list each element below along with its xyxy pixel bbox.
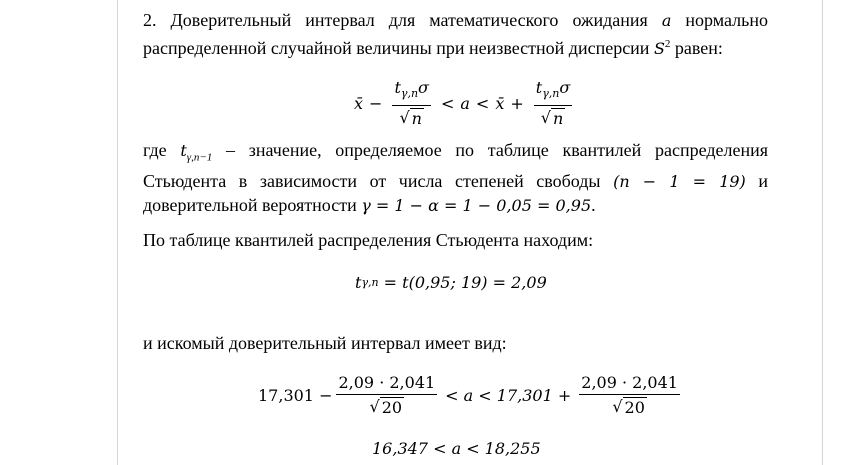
- paragraph-confidence-interval-intro: 2. Доверительный интервал для математического ожидания a нормально распределенной случайной величины при неизвестной дисперсии $S^2$ равен:: [143, 10, 768, 58]
- paragraph-table-lookup: По таблице квантилей распределения Стьюдента находим:: [143, 230, 594, 250]
- paragraph-student-quantile: где $t_{\gamma,n-1}$ – значение, определяемое по таблице квантилей распределения Стьюдента в зависимости от числа степеней свободы (n − 1 = 19) и доверительной вероятности γ = 1 − α = 1 − 0,05 = 0,95.: [143, 140, 768, 215]
- fraction-left: $t_{\gamma,n}\sigma$ √ n: [394, 78, 429, 129]
- formula-confidence-interval: x̄ − $t_{\gamma,n}\sigma$ √ n < a < x̄ + $t_{\gamma,n}\sigma$ √ n: [354, 78, 571, 129]
- fraction-right: $t_{\gamma,n}\sigma$ √ n: [535, 78, 571, 129]
- numeric-fraction-right: 2,09 · 2,041 √ 20: [581, 373, 678, 417]
- formula-numeric-interval: 17,301 − 2,09 · 2,041 √ 20 < a < 17,301 + 2,09 · 2,041 √ 20: [258, 373, 678, 417]
- formula-t-value: t γ,n = t(0,95; 19) = 2,09: [355, 273, 547, 292]
- formula-final-interval: 16,347 < a < 18,255: [372, 439, 541, 458]
- numeric-fraction-left: 2,09 · 2,041 √ 20: [338, 373, 436, 417]
- paragraph-result-intro: и искомый доверительный интервал имеет вид:: [143, 333, 507, 353]
- page-margin-left: [117, 0, 118, 465]
- page-margin-right: [822, 0, 823, 465]
